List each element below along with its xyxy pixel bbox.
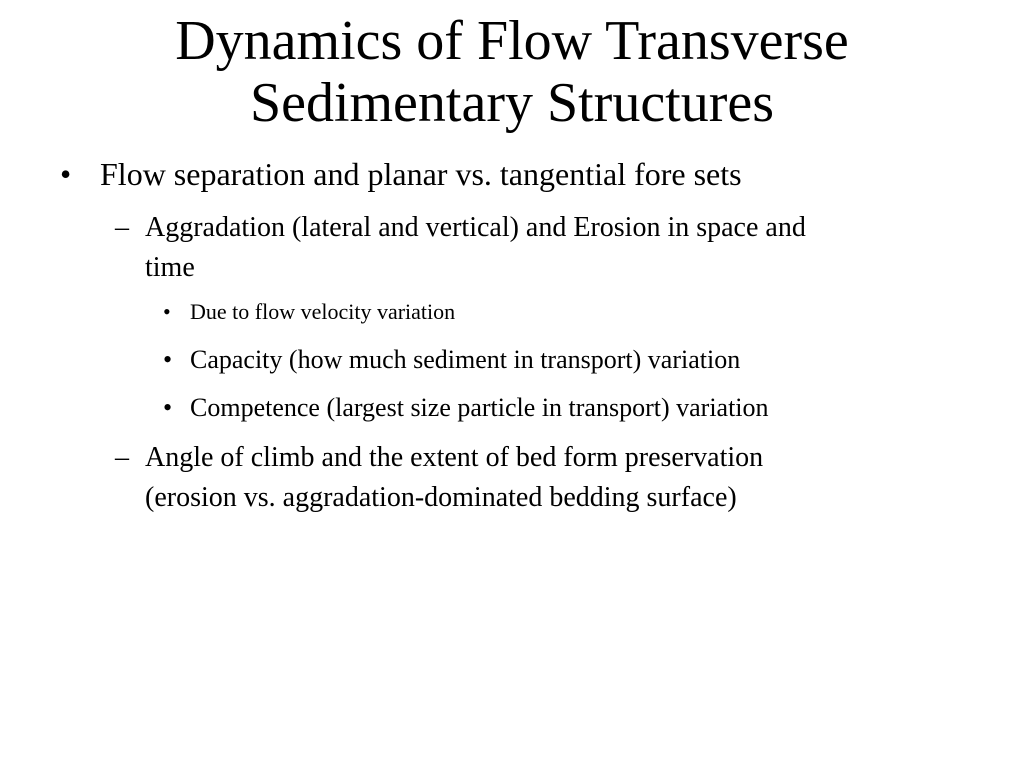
subbullet-text-line-1: Aggradation (lateral and vertical) and Erosion in space and [145, 212, 806, 243]
dash-marker: – [115, 212, 129, 243]
title-line-2: Sedimentary Structures [249, 72, 775, 134]
bullet-text: Flow separation and planar vs. tangential fore sets [100, 156, 742, 192]
subbullet-text-line-1: Angle of climb and the extent of bed form preservation [145, 442, 764, 473]
slide-title [60, 10, 964, 134]
subbullet-text-line-2: time [145, 252, 195, 283]
bullet-marker: • [163, 299, 171, 324]
subbullet-text-line-2: (erosion vs. aggradation-dominated bedding surface) [145, 482, 737, 513]
title-line-1: Dynamics of Flow Transverse [175, 10, 849, 72]
bullet-marker: • [163, 393, 173, 422]
dash-marker: – [115, 442, 129, 473]
subsubbullet-text: Competence (largest size particle in transport) variation [190, 393, 769, 422]
subsubbullet-text: Capacity (how much sediment in transport) variation [190, 345, 741, 374]
bullet-marker: • [163, 345, 173, 374]
bullet-marker: • [60, 156, 72, 192]
subsubbullet-text: Due to flow velocity variation [190, 299, 456, 324]
